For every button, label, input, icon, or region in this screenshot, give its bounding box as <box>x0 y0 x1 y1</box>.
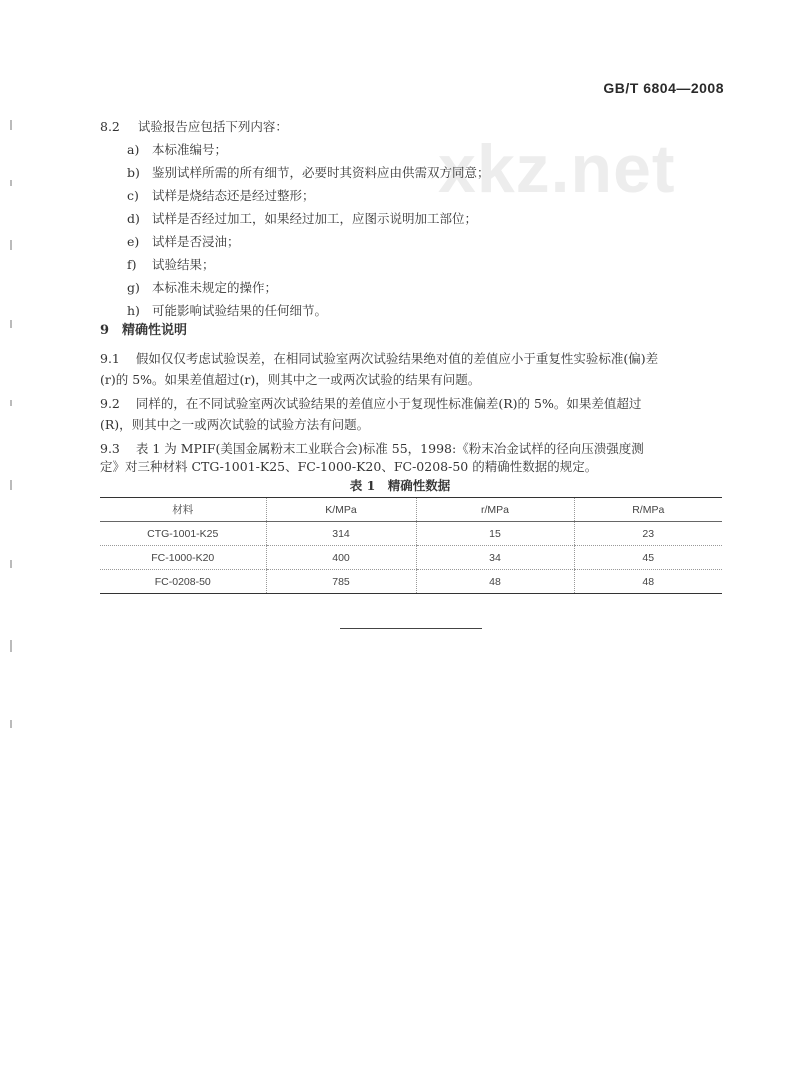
table-cell: FC-0208-50 <box>100 570 266 594</box>
list-item-text: 试样是否经过加工，如果经过加工，应图示说明加工部位； <box>152 211 478 226</box>
list-item-label: c) <box>127 188 139 203</box>
column-header-material: 材料 <box>100 498 266 522</box>
clause-9-1-line-2: (r)的 5%。如果差值超过(r)，则其中之一或两次试验的结果有问题。 <box>100 372 481 387</box>
clause-number: 9.3 <box>100 441 120 456</box>
clause-number: 9.2 <box>100 396 120 411</box>
list-item-label: e) <box>127 234 140 249</box>
watermark-text: xkz.net <box>438 131 676 207</box>
table-cell: 15 <box>416 522 574 546</box>
clause-text: 假如仅仅考虑试验误差，在相同试验室两次试验结果绝对值的差值应小于重复性实验标准(偏)差 <box>135 351 659 366</box>
clause-text: 同样的，在不同试验室两次试验结果的差值应小于复现性标准偏差(R)的 5%。如果差值超过 <box>135 396 642 411</box>
list-item-label: d) <box>127 211 140 226</box>
table-cell: 23 <box>574 522 722 546</box>
list-item-label: b) <box>127 165 140 180</box>
table-cell: 48 <box>416 570 574 594</box>
table-cell: 48 <box>574 570 722 594</box>
clause-text: 试验报告应包括下列内容： <box>137 119 288 134</box>
column-header-k: K/MPa <box>266 498 416 522</box>
standard-code: GB/T 6804—2008 <box>603 80 724 96</box>
clause-number: 8.2 <box>100 119 120 134</box>
table-cell: 785 <box>266 570 416 594</box>
clause-number: 9.1 <box>100 351 120 366</box>
table-row <box>100 522 722 546</box>
column-header-R: R/MPa <box>574 498 722 522</box>
table-cell: 34 <box>416 546 574 570</box>
clause-9-2-line-1 <box>100 395 641 413</box>
table-cell: 400 <box>266 546 416 570</box>
list-item-text: 可能影响试验结果的任何细节。 <box>152 303 328 318</box>
list-item-label: g) <box>127 280 140 295</box>
margin-tick-marks <box>10 120 14 740</box>
column-header-r: r/MPa <box>416 498 574 522</box>
list-item-text: 鉴别试样所需的所有细节，必要时其资料应由供需双方同意； <box>152 165 490 180</box>
clause-9-1-line-1 <box>100 350 658 368</box>
list-item-label: f) <box>127 257 137 272</box>
end-of-document-rule <box>340 628 482 629</box>
list-item-text: 本标准未规定的操作； <box>152 280 278 295</box>
table-cell: FC-1000-K20 <box>100 546 266 570</box>
clause-8-2-lead <box>100 118 288 136</box>
table-title: 表 1 精确性数据 <box>349 478 451 493</box>
clause-9-2-line-2: (R)，则其中之一或两次试验的试验方法有问题。 <box>100 417 370 432</box>
precision-data-table <box>100 497 722 594</box>
clause-9-3-line-2: 定》对三种材料 CTG-1001-K25、FC-1000-K20、FC-0208-50 的精确性数据的规定。 <box>100 459 598 474</box>
list-item-label: h) <box>127 303 140 318</box>
list-item-text: 试样是烧结态还是经过整形； <box>152 188 315 203</box>
section-9-heading: 9 精确性说明 <box>100 323 188 338</box>
table-row <box>100 546 722 570</box>
list-item-text: 试验结果； <box>152 257 215 272</box>
table-cell: 45 <box>574 546 722 570</box>
table-cell: CTG-1001-K25 <box>100 522 266 546</box>
list-item-text: 本标准编号； <box>152 142 228 157</box>
table-row <box>100 570 722 594</box>
clause-9-3-line-1 <box>100 440 644 458</box>
list-item-label: a) <box>127 142 140 157</box>
list-item-text: 试样是否浸油； <box>152 234 240 249</box>
table-header-row <box>100 498 722 522</box>
table-cell: 314 <box>266 522 416 546</box>
clause-text: 表 1 为 MPIF(美国金属粉末工业联合会)标准 55，1998:《粉末冶金试样的径向压溃强度测 <box>135 441 644 456</box>
